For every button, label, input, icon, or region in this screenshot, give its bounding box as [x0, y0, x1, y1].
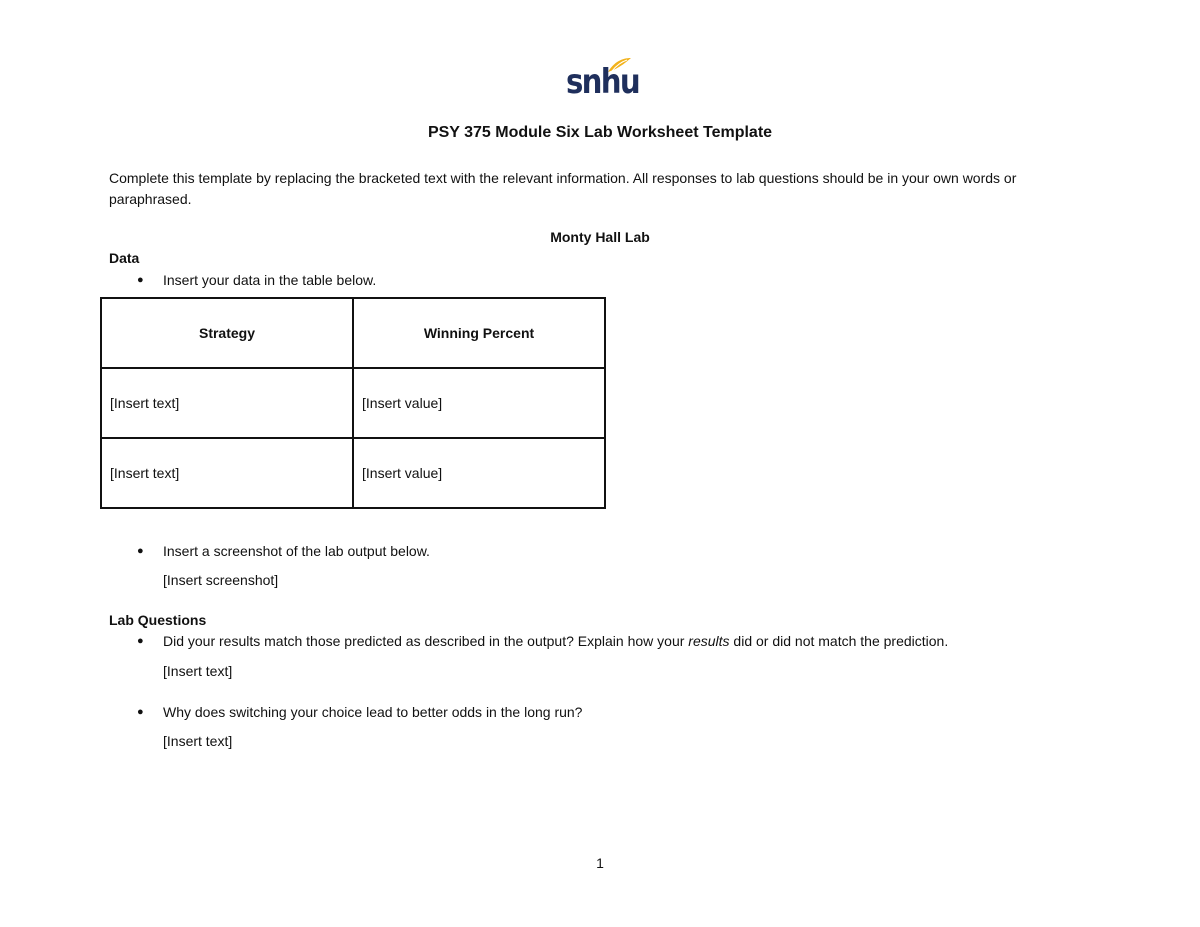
bullet-icon: ● [137, 274, 144, 286]
table-row [101, 438, 605, 508]
table-header-winning-percent: Winning Percent [353, 298, 605, 368]
question-text-part: Did your results match those predicted as described in the output? Explain how your [163, 633, 689, 649]
bullet-text: Insert your data in the table below. [163, 272, 377, 288]
question-text: Why does switching your choice lead to better odds in the long run? [163, 704, 583, 720]
answer-2-placeholder[interactable]: [Insert text] [163, 733, 233, 749]
table-cell[interactable]: [Insert value] [353, 438, 605, 508]
screenshot-placeholder[interactable]: [Insert screenshot] [163, 572, 279, 588]
snhu-logo [566, 56, 639, 102]
question-text-italic: results [688, 633, 730, 649]
table-cell[interactable]: [Insert text] [101, 368, 353, 438]
table-cell[interactable]: [Insert value] [353, 368, 605, 438]
intro-paragraph: Complete this template by replacing the bracketed text with the relevant information. All responses to lab questions should be in your own words or paraphrased. [109, 170, 1017, 207]
bullet-icon: ● [137, 706, 144, 718]
question-text [163, 632, 948, 650]
lab-title: Monty Hall Lab [550, 229, 650, 245]
data-heading: Data [109, 250, 140, 266]
table-row [101, 368, 605, 438]
page-title: PSY 375 Module Six Lab Worksheet Template [427, 124, 773, 141]
logo-text: snhu [566, 62, 639, 102]
question-text-part: did or did not match the prediction. [729, 633, 949, 649]
question-2 [137, 703, 582, 721]
table-cell[interactable]: [Insert text] [101, 438, 353, 508]
bullet-icon: ● [137, 635, 144, 647]
table-header-strategy: Strategy [101, 298, 353, 368]
data-bullet-2 [137, 542, 430, 560]
bullet-text: Insert a screenshot of the lab output below. [163, 543, 430, 559]
page-number: 1 [596, 855, 604, 871]
data-table [100, 297, 606, 509]
answer-1-placeholder[interactable]: [Insert text] [163, 663, 233, 679]
lab-questions-heading: Lab Questions [109, 612, 207, 628]
bullet-icon: ● [137, 545, 144, 557]
question-1 [137, 632, 948, 650]
data-bullet-1 [137, 271, 376, 289]
table-header-row [101, 298, 605, 368]
